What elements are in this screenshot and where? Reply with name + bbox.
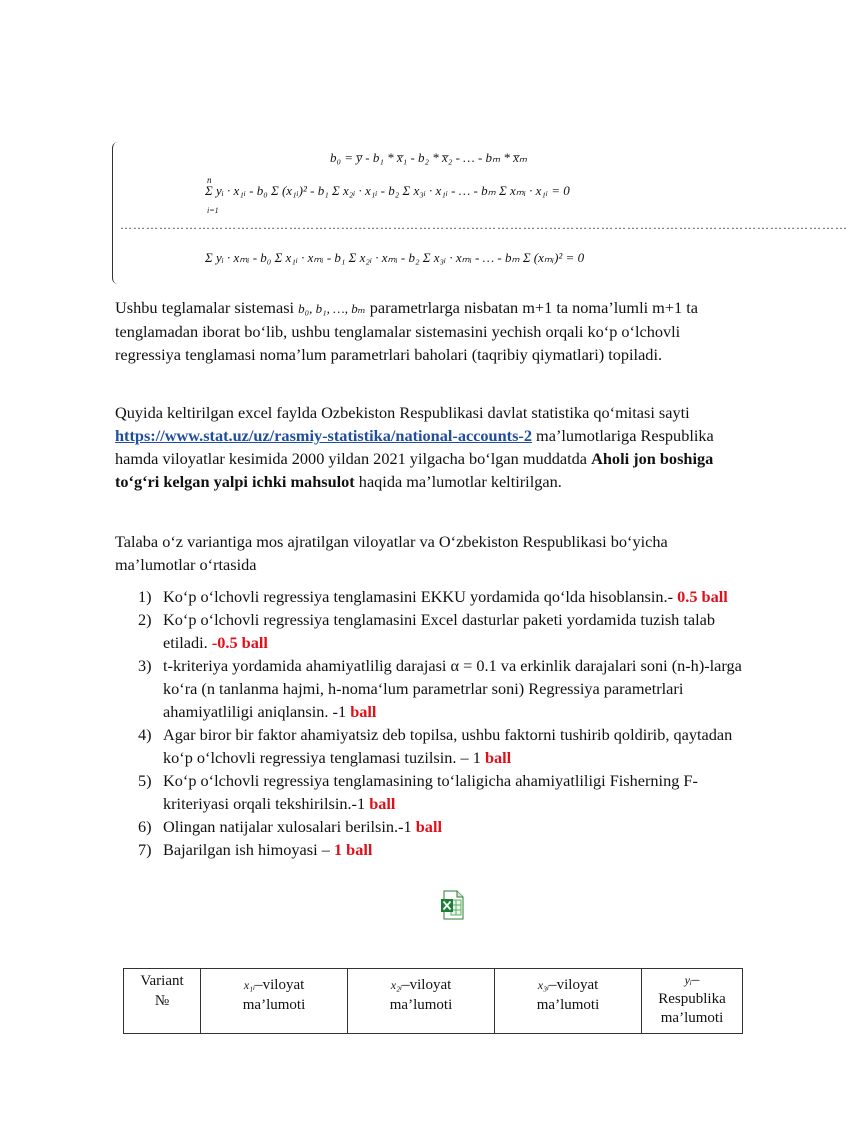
- task-text: Ko‘p o‘lchovli regressiya tenglamasini EKKU yordamida qo‘lda hisoblansin.-: [163, 587, 678, 606]
- variant-header-cell: [124, 969, 201, 1034]
- equation-line-3: Σ yᵢ · xₘᵢ - b₀ Σ x₁ᵢ · xₘᵢ - b₁ Σ x₂ᵢ · xₘᵢ - b₂ Σ x₃ᵢ · xₘᵢ - … - bₘ Σ (xₘᵢ)² = 0: [205, 250, 585, 265]
- task-number: 3): [138, 656, 152, 675]
- para1-text-a: Ushbu teglamalar sistemasi: [115, 298, 299, 317]
- task-points: ball: [415, 817, 442, 836]
- paragraph-system-description: [115, 296, 745, 366]
- y-label-sub: ma’lumoti: [660, 1010, 724, 1026]
- task-text: Ko‘p o‘lchovli regressiya tenglamasini Excel dasturlar paketi yordamida tuzish talab etiladi.: [163, 610, 716, 652]
- task-item: [132, 654, 752, 723]
- y-symbol: yᵢ: [684, 973, 692, 987]
- task-text: Bajarilgan ish himoyasi –: [163, 840, 334, 859]
- x3-symbol: x₃ᵢ: [537, 978, 550, 992]
- task-number: 1): [138, 587, 152, 606]
- para1-text-b: parametrlarga nisbatan m+1 ta noma’lumli m+1 ta tenglamadan iborat bo‘lib, ushbu tenglamalar sistemasini yechish orqali ko‘p o‘lchovli regressiya tenglamasi noma’lum parametrlari baholari (taqribiy qiymatlari) topiladi.: [115, 298, 698, 364]
- variant-number-sign: №: [154, 993, 170, 1009]
- para2-text-c: haqida ma’lumotlar keltirilgan.: [354, 472, 562, 491]
- x3-label: –viloyat: [549, 977, 599, 993]
- x1-symbol: x₁ᵢ: [243, 978, 256, 992]
- x2-label: –viloyat: [402, 977, 452, 993]
- task-text: Agar biror bir faktor ahamiyatsiz deb topilsa, ushbu faktorni tushirib qoldirib, qaytadan ko‘p o‘lchovli regressiya tenglamasi tuzilsin. – 1: [163, 725, 733, 767]
- equation-brace: [112, 142, 123, 284]
- x3-label-sub: ma’lumoti: [536, 997, 600, 1013]
- y-label: Respublika: [658, 991, 726, 1007]
- task-number: 6): [138, 817, 152, 836]
- task-text: Ko‘p o‘lchovli regressiya tenglamasining to‘laligicha ahamiyatliligi Fisherning F-kriteriyasi orqali tekshirilsin.-1: [163, 771, 698, 813]
- para2-bold-text: Aholi jon boshiga to‘g‘ri kelgan yalpi ichki mahsulot: [115, 449, 714, 491]
- paragraph-data-source: [115, 401, 745, 493]
- x1-header-cell: [201, 969, 348, 1034]
- x2-symbol: x₂ᵢ: [390, 978, 403, 992]
- task-item: [132, 585, 752, 608]
- task-item: [132, 723, 752, 769]
- task-text: t-kriteriya yordamida ahamiyatlilig darajasi α = 0.1 va erkinlik darajalari soni (n-h)-larga ko‘ra (n tanlanma hajmi, h-noma‘lum parametrlar soni) Regressiya parametrlari ahamiyatliligi aniqlansin. -1: [163, 656, 742, 721]
- equation-line-2: Σ yᵢ · x₁ᵢ - b₀ Σ (x₁ᵢ)² - b₁ Σ x₂ᵢ · x₁ᵢ - b₂ Σ x₃ᵢ · x₁ᵢ - … - bₘ Σ xₘᵢ · x₁ᵢ = 0: [205, 183, 570, 198]
- task-number: 4): [138, 725, 152, 744]
- task-number: 5): [138, 771, 152, 790]
- para2-text-b: ma’lumotlariga Respublika hamda viloyatlar kesimida 2000 yildan 2021 yilgacha bo‘lgan muddatda: [115, 426, 714, 468]
- x1-label: –viloyat: [255, 977, 305, 993]
- task-item: [132, 608, 752, 654]
- task-points: ball: [484, 748, 512, 767]
- sum-bottom-label: i=1: [207, 206, 219, 215]
- task-number: 2): [138, 610, 152, 629]
- task-item: [132, 769, 752, 815]
- task-points: ball: [369, 794, 396, 813]
- x2-header-cell: [348, 969, 495, 1034]
- task-points: 0.5 ball: [677, 587, 728, 606]
- x3-header-cell: [495, 969, 642, 1034]
- x1-label-sub: ma’lumoti: [242, 997, 306, 1013]
- excel-file-icon[interactable]: [440, 890, 464, 920]
- task-item: [132, 815, 752, 838]
- equation-line-1: b₀ = y̅ - b₁ * x̅₁ - b₂ * x̅₂ - … - bₘ * x̅ₘ: [330, 150, 528, 165]
- variant-table: [123, 968, 743, 1034]
- task-text: Olingan natijalar xulosalari berilsin.-1: [163, 817, 416, 836]
- task-points: ball: [350, 702, 377, 721]
- task-list: [132, 585, 752, 861]
- sum-top-label: n: [207, 175, 212, 185]
- y-header-cell: [642, 969, 743, 1034]
- task-item: [132, 838, 752, 861]
- paragraph-student-task: Talaba o‘z variantiga mos ajratilgan viloyatlar va O‘zbekiston Respublikasi bo‘yicha ma’lumotlar o‘rtasida: [115, 532, 668, 574]
- params-inline-formula: b₀, b₁, …, bₘ: [298, 301, 366, 316]
- stat-uz-link[interactable]: https://www.stat.uz/uz/rasmiy-statistika/national-accounts-2: [115, 426, 532, 445]
- x2-label-sub: ma’lumoti: [389, 997, 453, 1013]
- para2-text-a: Quyida keltirilgan excel faylda Ozbekiston Respublikasi davlat statistika qo‘mitasi sayti: [115, 403, 690, 422]
- task-number: 7): [138, 840, 152, 859]
- table-header-row: [124, 969, 743, 1034]
- y-dash: –: [691, 972, 700, 988]
- task-points: 1 ball: [333, 840, 373, 859]
- equation-dots-separator: ……………………………………………………………………………………………………………………………………………………: [120, 218, 848, 232]
- variant-label: Variant: [140, 973, 184, 989]
- task-points: -0.5 ball: [211, 633, 268, 652]
